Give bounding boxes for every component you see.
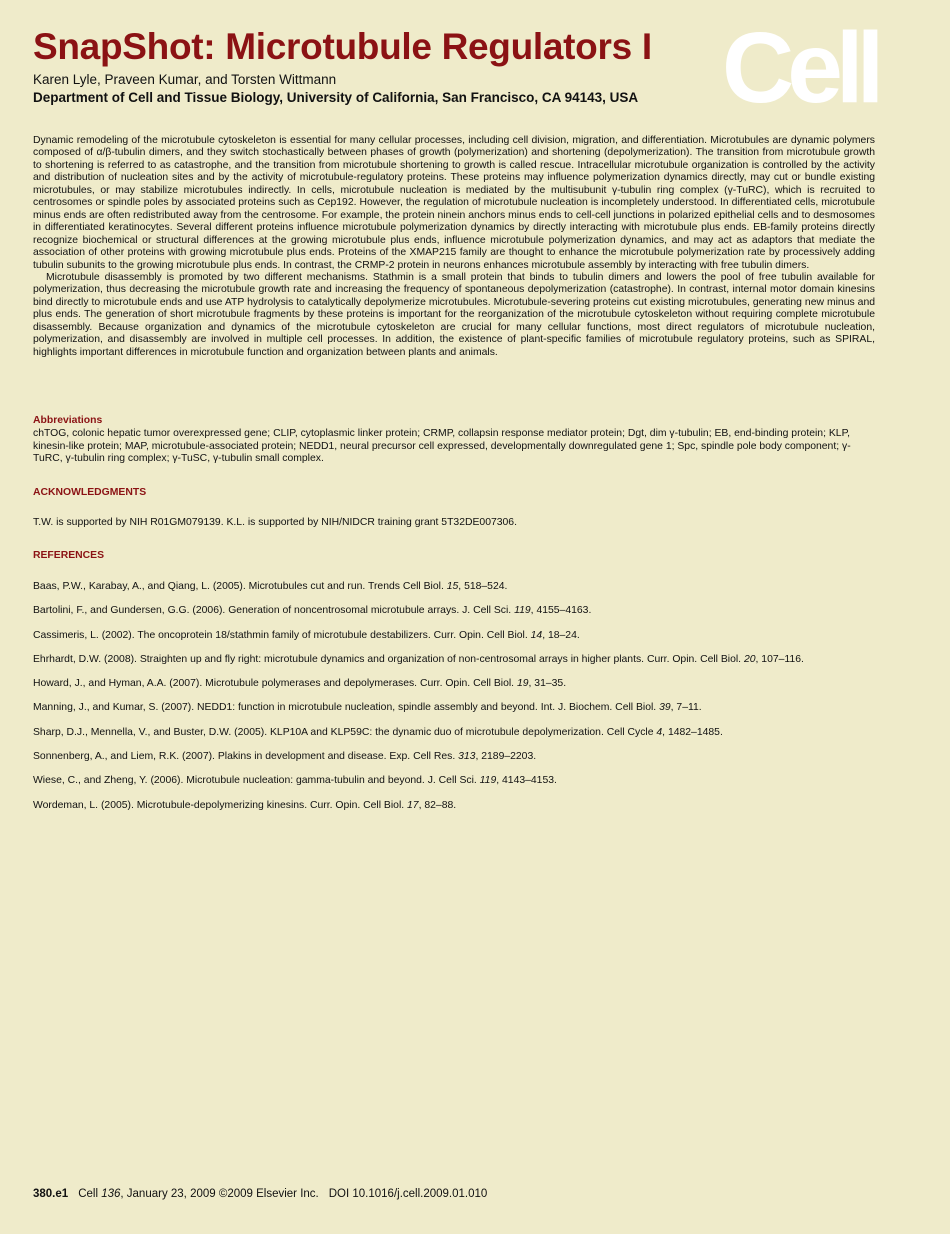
reference-item (33, 581, 913, 605)
reference-pages: , 2189–2203. (475, 751, 537, 763)
reference-text: Cassimeris, L. (2002). The oncoprotein 18/stathmin family of microtubule destabilizers. Curr. Opin. Cell Biol. (33, 629, 531, 641)
reference-text: Baas, P.W., Karabay, A., and Qiang, L. (2005). Microtubules cut and run. Trends Cell Biol. (33, 581, 447, 592)
reference-text: Sharp, D.J., Mennella, V., and Buster, D.W. (2005). KLP10A and KLP59C: the dynamic duo of microtubule depolymerization. Cell Cycle (33, 726, 657, 738)
reference-item (33, 727, 913, 751)
reference-volume: 39 (659, 702, 671, 714)
body-text (33, 135, 875, 359)
page-title: SnapShot: Microtubule Regulators I (33, 26, 652, 67)
cell-logo: Cell (722, 12, 878, 124)
page-number: 380.e1 (33, 1188, 69, 1200)
reference-pages: , 518–524. (458, 581, 508, 592)
journal-volume: 136 (101, 1188, 121, 1200)
reference-item (33, 605, 913, 629)
reference-text: Wordeman, L. (2005). Microtubule-depolymerizing kinesins. Curr. Opin. Cell Biol. (33, 799, 408, 811)
reference-text: Ehrhardt, D.W. (2008). Straighten up and fly right: microtubule dynamics and organization of non-centrosomal arrays in higher plants. Curr. Opin. Cell Biol. (33, 653, 744, 665)
affiliation: Department of Cell and Tissue Biology, University of California, San Francisco, CA 94143, USA (33, 90, 639, 105)
reference-volume: 17 (407, 799, 419, 811)
reference-volume: 15 (446, 581, 459, 592)
reference-volume: 20 (743, 653, 756, 665)
reference-pages: , 82–88. (418, 799, 457, 811)
reference-pages: , 7–11. (670, 702, 702, 714)
reference-text: Manning, J., and Kumar, S. (2007). NEDD1: function in microtubule nucleation, spindle assembly and beyond. Int. J. Biochem. Cell Biol. (33, 702, 660, 714)
acknowledgments-heading: ACKNOWLEDGMENTS (33, 487, 147, 498)
reference-item (33, 702, 913, 726)
doi: DOI 10.1016/j.cell.2009.01.010 (328, 1188, 488, 1200)
reference-pages: , 4143–4153. (496, 775, 557, 787)
reference-volume: 14 (530, 629, 543, 641)
reference-item (33, 630, 913, 654)
reference-volume: 313 (458, 751, 476, 763)
reference-pages: , 4155–4163. (530, 605, 592, 617)
abbreviations-text: chTOG, colonic hepatic tumor overexpressed gene; CLIP, cytoplasmic linker protein; CRMP, collapsin response mediator protein; Dgt, dim γ-tubulin; EB, end-binding protein; KLP, kinesin-like protein; MAP, microtubule-associated protein; NEDD1, neural precursor cell expressed, developmentally downregulated gene 1; Spc, spindle pole body component; γ-TuRC, γ-tubulin ring complex; γ-TuSC, γ-tubulin small complex. (33, 428, 851, 465)
paragraph-2: Microtubule disassembly is promoted by two different mechanisms. Stathmin is a small protein that binds to tubulin dimers and lowers the pool of free tubulin available for polymerization, thus decreasing the microtubule growth rate and increasing the frequency of spontaneous depolymerization (catastrophe). In contrast, internal motor domain kinesins bind directly to microtubule ends and use ATP hydrolysis to catalytically depolymerize microtubules. Microtubule-severing proteins cut existing microtubules, generating new minus and plus ends. The generation of short microtubule fragments by these proteins is important for the reorganization of the microtubule cytoskeleton without requiring complete microtubule disassembly. Because organization and dynamics of the microtubule cytoskeleton are crucial for many cellular functions, most direct regulators of microtubule nucleation, polymerization, and disassembly are involved in multiple cell processes. In addition, the existence of plant-specific families of microtubule regulatory proteins, such as SPIRAL, highlights important differences in microtubule function and organization between plants and animals. (33, 271, 875, 358)
authors: Karen Lyle, Praveen Kumar, and Torsten Wittmann (33, 72, 337, 87)
reference-volume: 119 (479, 775, 497, 787)
acknowledgments-text: T.W. is supported by NIH R01GM079139. K.L. is supported by NIH/NIDCR training grant 5T32DE007306. (33, 517, 517, 528)
reference-volume: 4 (656, 726, 663, 738)
page-footer (33, 1188, 487, 1200)
reference-item (33, 678, 913, 702)
paragraph-1: Dynamic remodeling of the microtubule cytoskeleton is essential for many cellular processes, including cell division, migration, and differentiation. Microtubules are dynamic polymers composed of α/β-tubulin dimers, and they switch stochastically between phases of growth (polymerization) and shortening (depolymerization). The transition from microtubule growth to shortening is referred to as catastrophe, and the transition from microtubule shortening to growth is called rescue. Intracellular microtubule organization is controlled by the activity and distribution of nucleation sites and by the activity of microtubule-regulatory proteins. These proteins may influence polymerization dynamics directly, may cut or bundle existing microtubules, or may stabilize microtubules indirectly. In cells, microtubule nucleation is mediated by the multisubunit γ-tubulin ring complex (γ-TuRC), which is recruited to centrosomes or spindle poles by associated proteins such as Cep192. However, the regulation of microtubule nucleation is incompletely understood. In differentiated cells, microtubule minus ends are often redistributed away from the centrosome. For example, the protein ninein anchors minus ends to cell-cell junctions in polarized epithelial cells and to desmosomes in differentiated keratinocytes. Several different proteins influence microtubule polymerization dynamics by directly interacting with microtubule plus ends. EB-family proteins directly recognize biochemical or structural differences at the growing microtubule plus ends, influence microtubule polymerization dynamics, and may act as adaptors that mediate the association of other proteins with growing microtubule plus ends. Proteins of the XMAP215 family are thought to enhance the microtubule polymerization rate by processively adding tubulin subunits to the growing microtubule plus ends. In contrast, the CRMP-2 protein in neurons enhances microtubule assembly by interacting with free tubulin dimers. (33, 135, 875, 271)
reference-pages: , 1482–1485. (662, 726, 723, 738)
reference-item (33, 751, 913, 775)
reference-volume: 19 (516, 678, 529, 690)
reference-text: Sonnenberg, A., and Liem, R.K. (2007). Plakins in development and disease. Exp. Cell Res. (33, 751, 459, 763)
reference-pages: , 31–35. (528, 678, 567, 690)
reference-text: Bartolini, F., and Gundersen, G.G. (2006). Generation of noncentrosomal microtubule arrays. J. Cell Sci. (33, 605, 515, 617)
reference-pages: , 107–116. (755, 653, 804, 665)
journal-name: Cell (78, 1188, 102, 1200)
reference-item (33, 775, 913, 799)
reference-list (33, 581, 913, 824)
reference-text: Howard, J., and Hyman, A.A. (2007). Microtubule polymerases and depolymerases. Curr. Opin. Cell Biol. (33, 678, 517, 690)
reference-text: Wiese, C., and Zheng, Y. (2006). Microtubule nucleation: gamma-tubulin and beyond. J. Cell Sci. (33, 775, 480, 787)
publication-date: , January 23, 2009 ©2009 Elsevier Inc. (120, 1188, 319, 1200)
reference-item (33, 654, 913, 678)
reference-item (33, 800, 913, 824)
reference-volume: 119 (514, 605, 531, 617)
reference-pages: , 18–24. (542, 629, 580, 641)
references-heading: REFERENCES (33, 550, 105, 561)
abbreviations-heading: Abbreviations (33, 415, 103, 426)
